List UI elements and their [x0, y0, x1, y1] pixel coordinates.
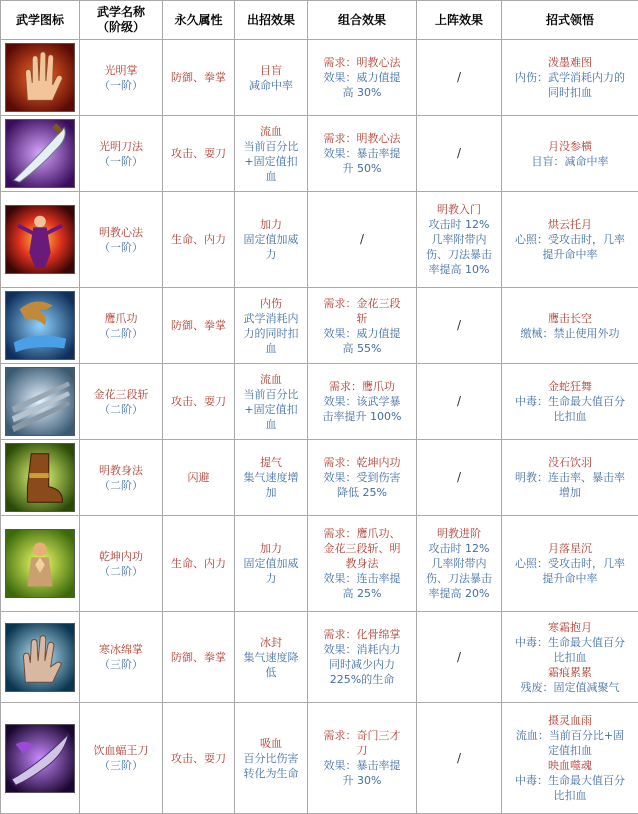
deploy-cell: [417, 40, 502, 116]
effect-line: 集气速度降: [237, 650, 305, 665]
combo-empty: /: [360, 232, 364, 246]
deploy-cell: [417, 440, 502, 516]
combo-line: 效果：受到伤害: [310, 470, 414, 485]
table-row: [1, 516, 638, 612]
table-row: [1, 703, 638, 814]
header-row: [1, 1, 638, 40]
insight-line: 没石饮羽: [504, 455, 636, 470]
combo-cell: [308, 116, 417, 192]
effect-title: 加力: [237, 217, 305, 232]
name-cell: [80, 116, 163, 192]
combo-cell: [308, 516, 417, 612]
combo-line: 金花三段斩、明: [310, 541, 414, 556]
name-cell: [80, 516, 163, 612]
skill-name: 金花三段斩: [82, 387, 160, 402]
table-row: [1, 192, 638, 288]
insight-line: 残废：固定值减聚气: [504, 680, 636, 695]
icon-cell: [1, 516, 80, 612]
insight-line: 泼墨难图: [504, 55, 636, 70]
skill-tier: （三阶）: [82, 758, 160, 773]
insight-line: 内伤：武学消耗内力的: [504, 70, 636, 85]
effect-line: 力: [237, 571, 305, 586]
deploy-line: 几率附带内: [419, 556, 499, 571]
attr-cell: [163, 116, 235, 192]
attr-text: 攻击、耍刀: [171, 147, 226, 160]
bat-blade-icon: [5, 724, 75, 793]
insight-cell: [502, 703, 638, 814]
combo-cell: [308, 364, 417, 440]
skill-tier: （一阶）: [82, 240, 160, 255]
insight-line: 映血噬魂: [504, 758, 636, 773]
effect-line: 固定值加威: [237, 556, 305, 571]
skill-tier: （三阶）: [82, 657, 160, 672]
skill-name: 明教身法: [82, 463, 160, 478]
insight-line: 目盲：减命中率: [504, 154, 636, 169]
effect-line: 减命中率: [237, 78, 305, 93]
deploy-cell: [417, 192, 502, 288]
insight-line: 中毒：生命最大值百分: [504, 773, 636, 788]
deploy-empty: /: [457, 70, 461, 84]
skill-name: 光明刀法: [82, 139, 160, 154]
meditating-monk-icon: [5, 529, 75, 598]
skill-name: 鹰爪功: [82, 311, 160, 326]
header-attr: 永久属性: [163, 1, 235, 40]
insight-line: 流血：当前百分比+固: [504, 728, 636, 743]
effect-line: 血: [237, 341, 305, 356]
table-row: [1, 288, 638, 364]
combo-cell: [308, 40, 417, 116]
icon-cell: [1, 440, 80, 516]
effect-cell: [235, 192, 308, 288]
insight-line: 比扣血: [504, 788, 636, 803]
effect-line: +固定值扣: [237, 154, 305, 169]
deploy-title: 明教入门: [419, 202, 499, 217]
name-cell: [80, 288, 163, 364]
deploy-cell: [417, 703, 502, 814]
attr-text: 防御、拳掌: [171, 651, 226, 664]
attr-text: 生命、内力: [171, 557, 226, 570]
insight-line: 月没参横: [504, 139, 636, 154]
attr-text: 防御、拳掌: [171, 319, 226, 332]
insight-cell: [502, 612, 638, 703]
insight-cell: [502, 516, 638, 612]
deploy-line: 率提高 20%: [419, 586, 499, 601]
effect-cell: [235, 40, 308, 116]
combo-line: 效果：暴击率提: [310, 146, 414, 161]
attr-cell: [163, 288, 235, 364]
attr-cell: [163, 40, 235, 116]
attr-text: 攻击、耍刀: [171, 395, 226, 408]
skill-tier: （二阶）: [82, 478, 160, 493]
icon-cell: [1, 364, 80, 440]
effect-line: 百分比伤害: [237, 751, 305, 766]
combo-line: 需求：奇门三才: [310, 728, 414, 743]
combo-cell: [308, 612, 417, 703]
deploy-cell: [417, 288, 502, 364]
effect-cell: [235, 288, 308, 364]
combo-line: 降低 25%: [310, 485, 414, 500]
combo-line: 升 50%: [310, 161, 414, 176]
insight-cell: [502, 40, 638, 116]
mage-figure-icon: [5, 205, 75, 274]
insight-cell: [502, 116, 638, 192]
combo-line: 同时减少内力: [310, 657, 414, 672]
combo-line: 需求：化骨绵掌: [310, 627, 414, 642]
table-row: [1, 364, 638, 440]
combo-line: 效果：暴击率提: [310, 758, 414, 773]
combo-line: 效果：连击率提: [310, 571, 414, 586]
header-name-line2: （阶级）: [82, 20, 160, 35]
insight-line: 摄灵血雨: [504, 713, 636, 728]
icon-cell: [1, 288, 80, 364]
table-row: [1, 116, 638, 192]
effect-line: 当前百分比: [237, 387, 305, 402]
skill-tier: （二阶）: [82, 326, 160, 341]
insight-line: 比扣血: [504, 409, 636, 424]
deploy-empty: /: [457, 650, 461, 664]
header-effect: 出招效果: [235, 1, 308, 40]
deploy-line: 伤、刀法暴击: [419, 571, 499, 586]
attr-text: 生命、内力: [171, 233, 226, 246]
deploy-cell: [417, 364, 502, 440]
icon-cell: [1, 192, 80, 288]
boot-icon: [5, 443, 75, 512]
combo-line: 需求：金花三段: [310, 296, 414, 311]
effect-line: 血: [237, 417, 305, 432]
combo-line: 击率提升 100%: [310, 409, 414, 424]
combo-line: 教身法: [310, 556, 414, 571]
combo-cell: [308, 192, 417, 288]
name-cell: [80, 192, 163, 288]
insight-line: 明教：连击率、暴击率: [504, 470, 636, 485]
insight-line: 心照：受攻击时，几率: [504, 556, 636, 571]
name-cell: [80, 364, 163, 440]
combo-line: 高 55%: [310, 341, 414, 356]
deploy-empty: /: [457, 394, 461, 408]
name-cell: [80, 612, 163, 703]
combo-cell: [308, 440, 417, 516]
combo-line: 斩: [310, 311, 414, 326]
deploy-empty: /: [457, 751, 461, 765]
deploy-title: 明教进阶: [419, 526, 499, 541]
effect-line: 力的同时扣: [237, 326, 305, 341]
deploy-cell: [417, 516, 502, 612]
deploy-empty: /: [457, 146, 461, 160]
insight-line: 心照：受攻击时，几率: [504, 232, 636, 247]
effect-cell: [235, 703, 308, 814]
insight-line: 缴械：禁止使用外功: [504, 326, 636, 341]
effect-line: 加: [237, 485, 305, 500]
skill-name: 饮血蝠王刀: [82, 743, 160, 758]
deploy-empty: /: [457, 318, 461, 332]
header-name-line1: 武学名称: [82, 5, 160, 20]
combo-line: 效果：该武学暴: [310, 394, 414, 409]
deploy-line: 几率附带内: [419, 232, 499, 247]
deploy-empty: /: [457, 470, 461, 484]
eagle-claw-icon: [5, 291, 75, 360]
icon-cell: [1, 40, 80, 116]
insight-line: 寒霜抱月: [504, 620, 636, 635]
header-insight: 招式领悟: [502, 1, 638, 40]
deploy-line: 伤、刀法暴击: [419, 247, 499, 262]
effect-title: 目盲: [237, 63, 305, 78]
combo-line: 效果：消耗内力: [310, 642, 414, 657]
attr-text: 防御、拳掌: [171, 71, 226, 84]
table-row: [1, 612, 638, 703]
insight-line: 比扣血: [504, 650, 636, 665]
combo-line: 刀: [310, 743, 414, 758]
effect-line: 固定值加威: [237, 232, 305, 247]
deploy-line: 攻击时 12%: [419, 541, 499, 556]
combo-cell: [308, 288, 417, 364]
effect-title: 吸血: [237, 736, 305, 751]
effect-line: 力: [237, 247, 305, 262]
effect-title: 加力: [237, 541, 305, 556]
attr-cell: [163, 703, 235, 814]
table-row: [1, 440, 638, 516]
insight-line: 中毒：生命最大值百分: [504, 635, 636, 650]
insight-line: 金蛇狂舞: [504, 379, 636, 394]
deploy-line: 率提高 10%: [419, 262, 499, 277]
table-body: [1, 40, 638, 814]
insight-line: 中毒：生命最大值百分: [504, 394, 636, 409]
effect-cell: [235, 116, 308, 192]
effect-cell: [235, 440, 308, 516]
attr-cell: [163, 440, 235, 516]
header-deploy: 上阵效果: [417, 1, 502, 40]
icon-cell: [1, 612, 80, 703]
table-row: [1, 40, 638, 116]
effect-title: 提气: [237, 455, 305, 470]
effect-title: 流血: [237, 124, 305, 139]
combo-line: 需求：明教心法: [310, 55, 414, 70]
effect-title: 内伤: [237, 296, 305, 311]
effect-line: 血: [237, 169, 305, 184]
header-combo: 组合效果: [308, 1, 417, 40]
blade-icon: [5, 119, 75, 188]
effect-line: 集气速度增: [237, 470, 305, 485]
combo-line: 225%的生命: [310, 672, 414, 687]
attr-cell: [163, 364, 235, 440]
combo-line: 效果：威力值提: [310, 326, 414, 341]
skill-name: 光明掌: [82, 63, 160, 78]
skill-tier: （二阶）: [82, 402, 160, 417]
palm-hand-icon: [5, 43, 75, 112]
insight-line: 增加: [504, 485, 636, 500]
skill-name: 乾坤内功: [82, 549, 160, 564]
insight-cell: [502, 192, 638, 288]
effect-line: 武学消耗内: [237, 311, 305, 326]
combo-line: 需求：鹰爪功、: [310, 526, 414, 541]
header-name: [80, 1, 163, 40]
attr-cell: [163, 192, 235, 288]
deploy-cell: [417, 612, 502, 703]
skill-name: 寒冰绵掌: [82, 642, 160, 657]
effect-cell: [235, 364, 308, 440]
effect-line: 当前百分比: [237, 139, 305, 154]
effect-line: 转化为生命: [237, 766, 305, 781]
name-cell: [80, 440, 163, 516]
deploy-line: 攻击时 12%: [419, 217, 499, 232]
deploy-cell: [417, 116, 502, 192]
combo-line: 高 30%: [310, 85, 414, 100]
skill-tier: （一阶）: [82, 78, 160, 93]
name-cell: [80, 40, 163, 116]
effect-line: +固定值扣: [237, 402, 305, 417]
insight-cell: [502, 288, 638, 364]
combo-line: 高 25%: [310, 586, 414, 601]
effect-cell: [235, 612, 308, 703]
combo-line: 需求：乾坤内功: [310, 455, 414, 470]
attr-text: 闪避: [188, 471, 210, 484]
combo-line: 效果：威力值提: [310, 70, 414, 85]
effect-cell: [235, 516, 308, 612]
frost-palm-icon: [5, 623, 75, 692]
insight-cell: [502, 440, 638, 516]
name-cell: [80, 703, 163, 814]
attr-cell: [163, 516, 235, 612]
insight-line: 同时扣血: [504, 85, 636, 100]
insight-line: 提升命中率: [504, 247, 636, 262]
combo-line: 需求：明教心法: [310, 131, 414, 146]
attr-cell: [163, 612, 235, 703]
icon-cell: [1, 703, 80, 814]
triple-slash-icon: [5, 367, 75, 436]
skill-tier: （一阶）: [82, 154, 160, 169]
effect-title: 冰封: [237, 635, 305, 650]
skill-tier: （二阶）: [82, 564, 160, 579]
effect-title: 流血: [237, 372, 305, 387]
insight-line: 月落星沉: [504, 541, 636, 556]
header-icon: 武学图标: [1, 1, 80, 40]
attr-text: 攻击、耍刀: [171, 752, 226, 765]
skill-name: 明教心法: [82, 225, 160, 240]
insight-line: 霜痕累累: [504, 665, 636, 680]
combo-line: 需求：鹰爪功: [310, 379, 414, 394]
effect-line: 低: [237, 665, 305, 680]
combo-line: 升 30%: [310, 773, 414, 788]
insight-line: 提升命中率: [504, 571, 636, 586]
insight-cell: [502, 364, 638, 440]
insight-line: 定值扣血: [504, 743, 636, 758]
insight-line: 烘云托月: [504, 217, 636, 232]
icon-cell: [1, 116, 80, 192]
combo-cell: [308, 703, 417, 814]
insight-line: 鹰击长空: [504, 311, 636, 326]
